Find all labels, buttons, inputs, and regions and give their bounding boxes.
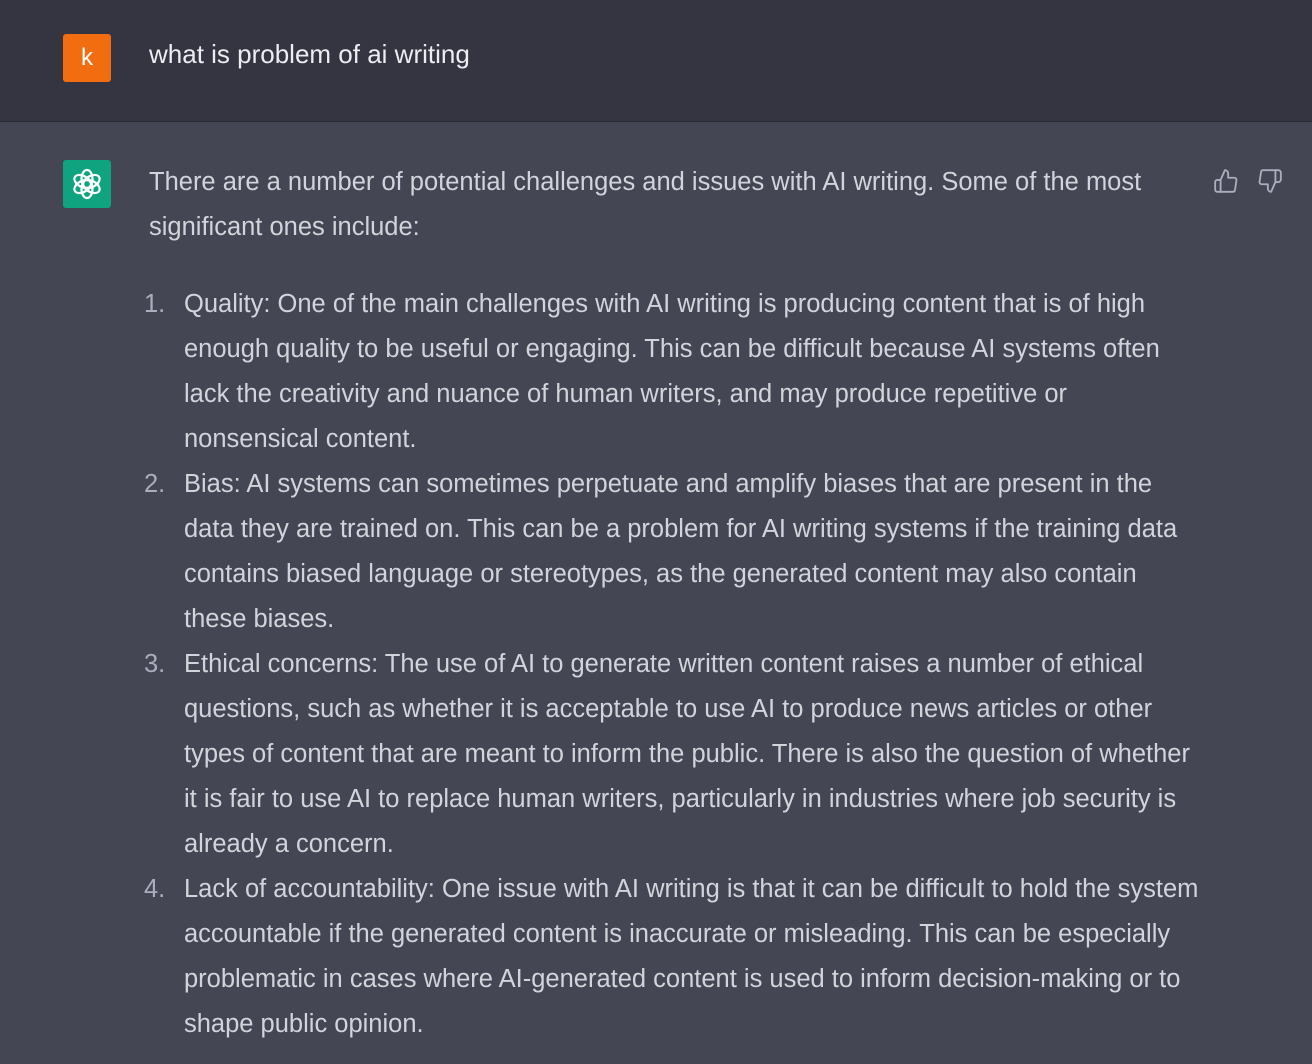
list-item bbox=[144, 642, 1199, 867]
list-item bbox=[144, 867, 1199, 1047]
list-item-number: 4. bbox=[144, 875, 166, 903]
list-item-text: Quality: One of the main challenges with AI writing is producing content that is of high enough quality to be useful or engaging. This can be difficult because AI systems often lack the creativity and nuance of human writers, and may produce repetitive or nonsensical content. bbox=[184, 290, 1160, 453]
thumbs-down-button[interactable] bbox=[1255, 166, 1285, 196]
user-message-text: what is problem of ai writing bbox=[149, 39, 470, 69]
thumbs-up-button[interactable] bbox=[1211, 166, 1241, 196]
answer-list bbox=[144, 282, 1199, 1047]
thumbs-down-icon bbox=[1257, 168, 1283, 194]
user-avatar-letter: k bbox=[81, 44, 93, 71]
user-avatar bbox=[63, 34, 111, 82]
assistant-message-row bbox=[0, 122, 1312, 1064]
user-message-row bbox=[0, 0, 1312, 122]
list-item-text: Bias: AI systems can sometimes perpetuate and amplify biases that are present in the data they are trained on. This can be a problem for AI writing systems if the training data contains biased language or stereotypes, as the generated content may also contain these biases. bbox=[184, 470, 1178, 633]
thumbs-up-icon bbox=[1213, 168, 1239, 194]
assistant-answer bbox=[144, 160, 1199, 1047]
list-item-text: Lack of accountability: One issue with AI writing is that it can be difficult to hold the system accountable if the generated content is inaccurate or misleading. This can be especially problematic in cases where AI-generated content is used to inform decision-making or to shape public opinion. bbox=[184, 875, 1199, 1038]
list-item bbox=[144, 462, 1199, 642]
list-item-text: Ethical concerns: The use of AI to generate written content raises a number of ethical questions, such as whether it is acceptable to use AI to produce news articles or other types of content that are meant to inform the public. There is also the question of whether it is fair to use AI to replace human writers, particularly in industries where job security is already a concern. bbox=[184, 650, 1190, 858]
assistant-avatar bbox=[63, 160, 111, 208]
answer-intro: There are a number of potential challenges and issues with AI writing. Some of the most significant ones include: bbox=[149, 168, 1142, 241]
list-item bbox=[144, 282, 1199, 462]
openai-logo-icon bbox=[69, 166, 105, 202]
list-item-number: 1. bbox=[144, 290, 166, 318]
list-item-number: 2. bbox=[144, 470, 166, 498]
list-item-number: 3. bbox=[144, 650, 166, 678]
